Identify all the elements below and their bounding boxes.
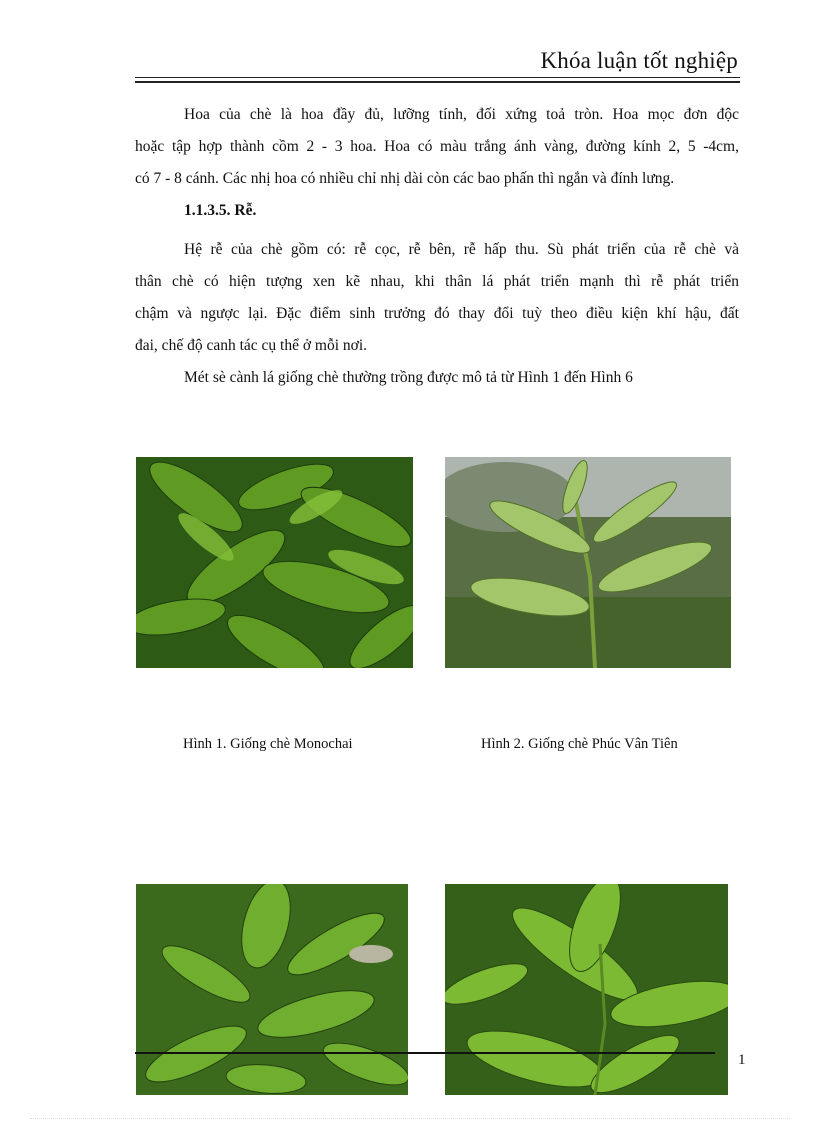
paragraph-line: hoặc tập hợp thành cồm 2 - 3 hoa. Hoa có màu trắng ánh vàng, đường kính 2, 5 -4cm, <box>135 138 739 155</box>
paragraph-line: có 7 - 8 cánh. Các nhị hoa có nhiều chỉ nhị dài còn các bao phấn thì ngắn và đính lưng. <box>135 170 675 187</box>
header-title: Khóa luận tốt nghiệp <box>540 48 738 73</box>
paragraph-flower <box>135 99 739 195</box>
photo-tea-variety-4 <box>445 884 728 1095</box>
footer-rule <box>135 1052 715 1054</box>
photo-phuc-van-tien-tea <box>445 457 731 668</box>
paragraph-line: thân chè có hiện tượng xen kẽ nhau, khi thân lá phát triển mạnh thì rễ phát triển <box>135 273 739 290</box>
header-rule-top <box>135 77 740 78</box>
photo-monochai-tea <box>136 457 413 668</box>
figure-caption-2: Hình 2. Giống chè Phúc Vân Tiên <box>481 736 678 752</box>
photo-tea-variety-3 <box>136 884 408 1095</box>
figure-caption-1: Hình 1. Giống chè Monochai <box>183 736 353 752</box>
page-edge-divider <box>30 1118 790 1119</box>
paragraph-line: đai, chế độ canh tác cụ thể ở mỗi nơi. <box>135 337 368 354</box>
paragraph-root <box>135 234 739 362</box>
paragraph-line: chậm và ngược lại. Đặc điểm sinh trưởng đó thay đổi tuỳ theo điều kiện khí hậu, đất <box>135 305 739 322</box>
paragraph-line: Hoa của chè là hoa đầy đủ, lưỡng tính, đối xứng toả tròn. Hoa mọc đơn độc <box>184 106 739 123</box>
section-heading-root: 1.1.3.5. Rễ. <box>184 202 257 219</box>
paragraph-intro: Mét sè cành lá giống chè thường trồng được mô tả từ Hình 1 đến Hình 6 <box>184 369 633 386</box>
header-rule-bottom <box>135 81 740 83</box>
paragraph-line: Hệ rễ của chè gồm có: rễ cọc, rễ bên, rễ hấp thu. Sù phát triển của rễ chè và <box>184 241 739 258</box>
page-number: 1 <box>738 1052 746 1068</box>
